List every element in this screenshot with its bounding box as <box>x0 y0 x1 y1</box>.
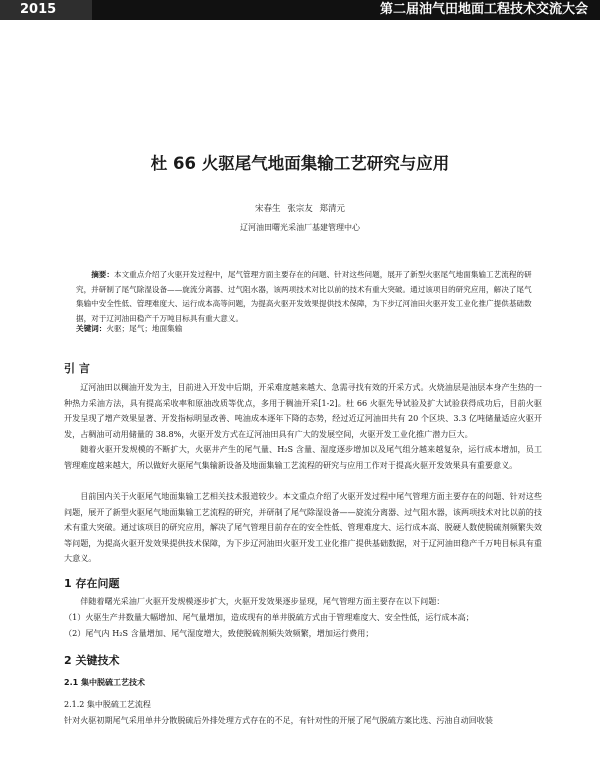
heading-section-2: 2 关键技术 <box>64 654 120 667</box>
heading-section-2-1: 2.1 集中脱硫工艺技术 <box>64 678 145 687</box>
keywords <box>76 322 536 336</box>
heading-section-1: 1 存在问题 <box>64 577 120 590</box>
intro-paragraph-1: 辽河油田以稠油开发为主，目前进入开发中后期，开采难度越来越大、急需寻找有效的开采方式。火烧油层是油层本身产生热的一种热力采油方法，具有提高采收率和原油改质等优点，多用于稠油开采[1-2]。杜 66 火驱先导试验及扩大试验获得成功后，目前火驱开发呈现了增产效果显著、开发指标明显改善、吨油成本逐年下降的态势，经过近辽河油田共有 20 个区块、3.3 亿吨储量适应火驱开发，占稠油可动用储量的 38.8%，火驱开发方式在辽河油田具有广大的发展空间，火驱开发工业化推广潜力巨大。 <box>64 382 542 439</box>
header-conference-name: 第二届油气田地面工程技术交流大会 <box>379 2 588 17</box>
abstract <box>76 268 536 326</box>
heading-section-2-1-2: 2.1.2 集中脱硫工艺流程 <box>64 700 151 709</box>
abstract-label: 摘要： <box>91 270 114 279</box>
paper-affiliation: 辽河油田曙光采油厂基建管理中心 <box>240 223 360 232</box>
intro-paragraph-2: 随着火驱开发规模的不断扩大，火驱井产生的尾气量、H₂S 含量、湿度逐步增加以及尾气组分越来越复杂，运行成本增加，员工管理难度越来越大，所以做好火驱尾气集输新设备及地面集输工艺流程的研究与应用工作对于提高火驱开发效果具有重要意义。 <box>64 444 542 470</box>
section-2-1-2-paragraph: 针对火驱初期尾气采用单井分散脱硫后外排处理方式存在的不足，有针对性的开展了尾气脱硫方案比选、污油自动回收装 <box>64 715 493 725</box>
abstract-text: 本文重点介绍了火驱开发过程中，尾气管理方面主要存在的问题、针对这些问题，展开了新型火驱尾气地面集输工艺流程的研究，并研制了尾气除湿设备——旋流分离器、过气阻水器，该两项技术对比以前的技术有重大突破。通过该项目的研究应用，解决了尾气集输中安全性低、管理难度大、运行成本高等问题，为提高火驱开发效果提供技术保障，为下步辽河油田火驱开发工业化推广提供基础数据，对于辽河油田稳产千万吨目标具有重大意义。 <box>76 270 532 323</box>
heading-introduction: 引 言 <box>64 362 90 375</box>
running-header-band <box>0 0 600 20</box>
keywords-text: 火驱；尾气；地面集输 <box>106 324 183 333</box>
keywords-label: 关键词： <box>76 324 107 333</box>
paper-authors: 宋春生 张宗友 郑清元 <box>255 204 345 214</box>
section-1-paragraph: 伴随着曙光采油厂火驱开发规模逐步扩大，火驱开发效果逐步显现，尾气管理方面主要存在以下问题： <box>80 596 445 606</box>
intro-paragraph-3: 目前国内关于火驱尾气地面集输工艺相关技术报道较少。本文重点介绍了火驱开发过程中尾气管理方面主要存在的问题、针对这些问题，展开了新型火驱尾气地面集输工艺流程的研究，并研制了尾气除湿设备——旋流分离器、过气阻水器，该两项技术对比以前的技术有重大突破。通过该项目的研究应用，解决了尾气管理目前存在的安全性低、管理难度大、运行成本高、脱硬人数使脱硫剂频繁失效等问题，为提高火驱开发效果提供技术保障，为下步辽河油田火驱开发工业化推广提供基础数据，对于辽河油田稳产千万吨目标具有重大意义。 <box>64 491 542 563</box>
section-1-list-item-1: （1）火驱生产井数量大幅增加、尾气量增加，造成现有的单井脱硫方式由于管理难度大、安全性低，运行成本高； <box>64 612 474 622</box>
paper-title: 杜 66 火驱尾气地面集输工艺研究与应用 <box>150 154 450 173</box>
header-year: 2015 <box>0 0 92 20</box>
section-1-list-item-2: （2）尾气内 H₂S 含量增加、尾气湿度增大，致使脱硫剂频失效频繁，增加运行费用； <box>64 628 374 638</box>
